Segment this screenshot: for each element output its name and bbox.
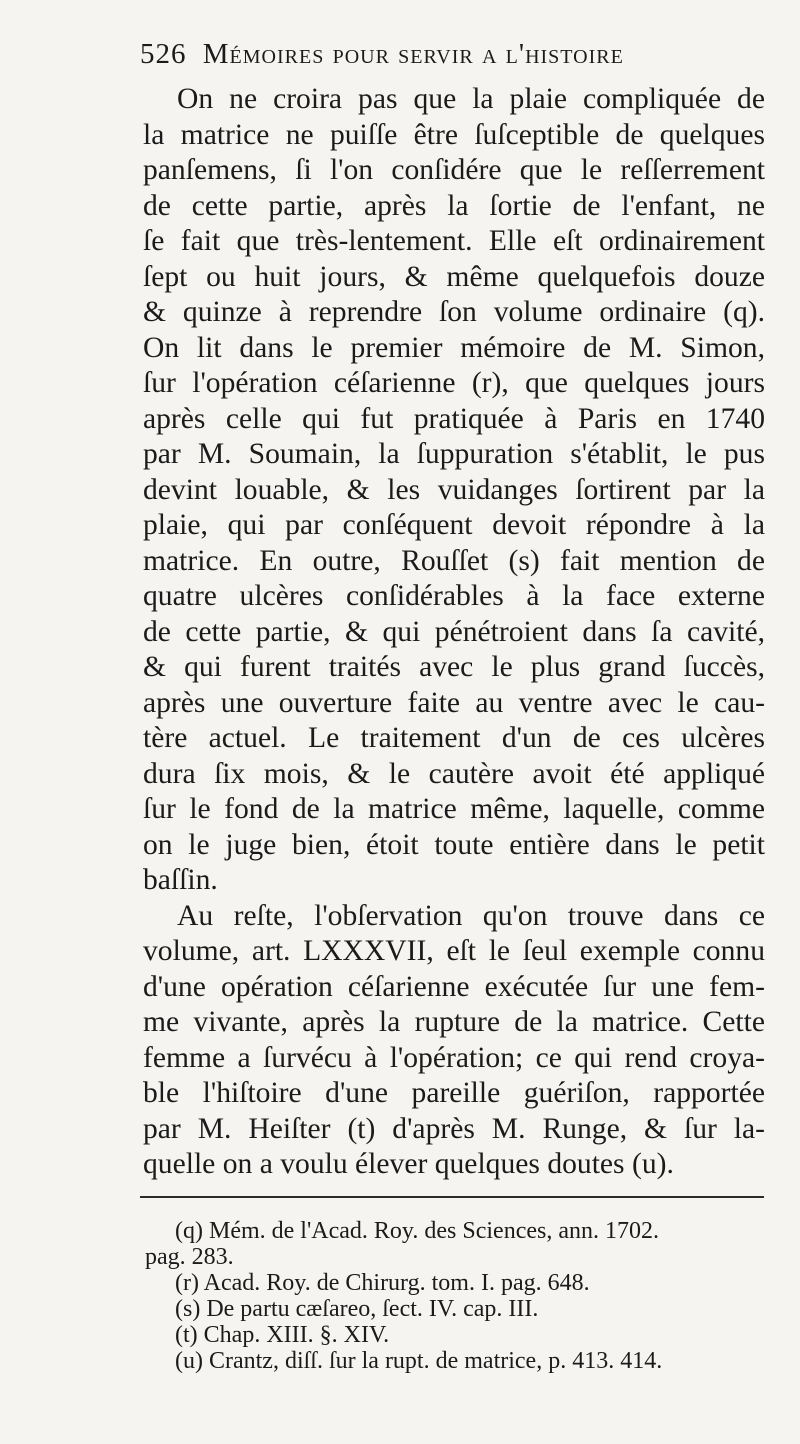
text-line: ble l'hiſtoire d'une pareille guériſon, rapportée (143, 1077, 765, 1109)
text-line: plaie, qui par conſéquent devoit répondre à la (143, 509, 765, 541)
running-title: Mémoires pour servir a l'histoire (202, 38, 624, 70)
running-header (140, 38, 760, 71)
text-line: après celle qui fut pratiquée à Paris en 1740 (143, 402, 765, 435)
page-number: 526 (140, 38, 187, 70)
text-line: & qui furent traités avec le plus grand ſuccès, (143, 651, 765, 683)
text-line: dura ſix mois, & le cautère avoit été appliqué (143, 757, 765, 790)
text-line: de cette partie, après la ſortie de l'enfant, ne (143, 189, 765, 222)
text-line: me vivante, après la rupture de la matrice. Cette (143, 1006, 765, 1038)
text-line: matrice. En outre, Rouſſet (s) fait mention de (143, 544, 765, 577)
footnotes (145, 1218, 775, 1374)
text-line: volume, art. LXXXVII, eſt le ſeul exemple connu (143, 935, 765, 967)
text-line: femme a ſurvécu à l'opération; ce qui rend croya- (143, 1041, 765, 1074)
main-text (143, 82, 765, 1183)
text-line: baſſin. (143, 864, 218, 896)
text-line: par M. Soumain, la ſuppuration s'établit, le pus (143, 438, 765, 470)
text-line: On ne croira pas que la plaie compliquée de (177, 83, 765, 115)
text-line: devint louable, & les vuidanges ſortirent par la (143, 473, 765, 506)
text-line: ſur l'opération céſarienne (r), que quelques jours (143, 367, 765, 399)
footnote: (u) Crantz, diſſ. ſur la rupt. de matrice, p. 413. 414. (175, 1348, 663, 1374)
text-line: d'une opération céſarienne exécutée ſur une fem- (143, 970, 765, 1003)
text-line: après une ouverture faite au ventre avec le cau- (143, 686, 765, 719)
text-line: & quinze à reprendre ſon volume ordinaire (q). (143, 296, 765, 328)
text-line: tère actuel. Le traitement d'un de ces ulcères (143, 722, 765, 754)
text-line: ſur le fond de la matrice même, laquelle, comme (143, 793, 765, 825)
footnote: (q) Mém. de l'Acad. Roy. des Sciences, ann. 1702. (175, 1218, 659, 1244)
text-line: quatre ulcères conſidérables à la face externe (143, 580, 765, 612)
text-line: Au reſte, l'obſervation qu'on trouve dans ce (177, 899, 765, 932)
text-line: par M. Heiſter (t) d'après M. Runge, & ſur la- (143, 1112, 765, 1145)
text-line: quelle on a voulu élever quelques doutes (u). (143, 1148, 674, 1180)
footnote-divider (140, 1196, 764, 1198)
text-line: on le juge bien, étoit toute entière dans le petit (143, 828, 765, 861)
text-line: de cette partie, & qui pénétroient dans ſa cavité, (143, 615, 765, 648)
text-line: ſe fait que très-lentement. Elle eſt ordinairement (143, 225, 765, 257)
text-line: ſept ou huit jours, & même quelquefois douze (143, 260, 765, 293)
footnote: (r) Acad. Roy. de Chirurg. tom. I. pag. 648. (175, 1270, 590, 1296)
footnote-continuation: pag. 283. (145, 1244, 234, 1270)
text-line: On lit dans le premier mémoire de M. Simon, (143, 331, 765, 364)
text-line: la matrice ne puiſſe être ſuſceptible de quelques (143, 118, 765, 151)
text-line: panſemens, ſi l'on conſidére que le reſſerrement (143, 154, 765, 186)
footnote: (t) Chap. XIII. §. XIV. (175, 1322, 390, 1348)
footnote: (s) De partu cæſareo, ſect. IV. cap. III. (175, 1296, 539, 1322)
